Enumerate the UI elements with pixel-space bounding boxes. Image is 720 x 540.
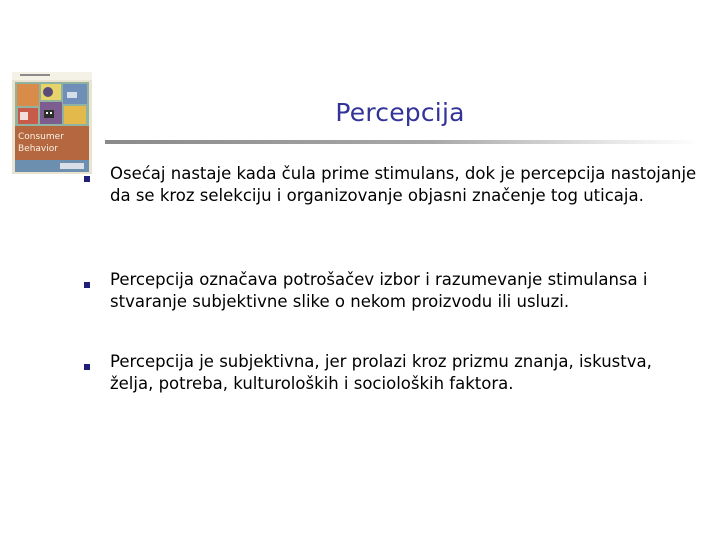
- square-bullet-icon: [84, 282, 90, 288]
- book-cover-title-line1: Consumer: [18, 132, 64, 142]
- book-cover-title-line2: Behavior: [18, 144, 58, 154]
- slide-title: Percepcija: [335, 98, 465, 127]
- square-bullet-icon: [84, 364, 90, 370]
- book-cover-image: [12, 72, 92, 174]
- square-bullet-icon: [84, 176, 90, 182]
- bullet-text-3: Percepcija je subjektivna, jer prolazi kroz prizmu znanja, iskustva, želja, potreba, kulturoloških i socioloških faktora.: [110, 352, 652, 393]
- bullet-text-2: Percepcija označava potrošačev izbor i razumevanje stimulansa i stvaranje subjektivne slike o nekom proizvodu ili usluzi.: [110, 270, 648, 311]
- bullet-text-1: Osećaj nastaje kada čula prime stimulans, dok je percepcija nastojanje da se kroz selekciju i organizovanje objasni značenje tog uticaja.: [110, 164, 697, 205]
- title-divider: [105, 140, 700, 144]
